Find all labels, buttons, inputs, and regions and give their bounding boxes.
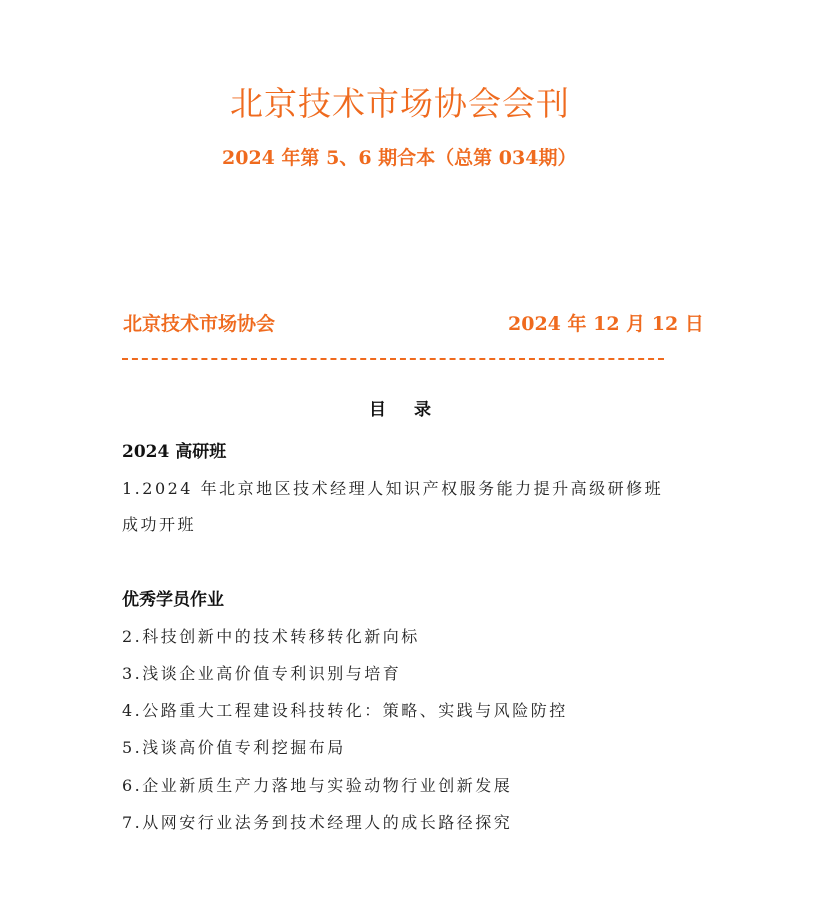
issue-subtitle: 2024 年第 5、6 期合本（总第 034期）	[222, 147, 577, 169]
toc-item-5[interactable]: 5.浅谈高价值专利挖掘布局	[122, 738, 346, 757]
toc-item-7[interactable]: 7.从网安行业法务到技术经理人的成长路径探究	[122, 813, 513, 832]
toc-item-1-line1[interactable]: 1.2024 年北京地区技术经理人知识产权服务能力提升高级研修班	[122, 479, 664, 498]
publisher-name: 北京技术市场协会	[123, 313, 276, 335]
toc-item-3[interactable]: 3.浅谈企业高价值专利识别与培育	[122, 664, 402, 683]
toc-title: 目录	[369, 400, 459, 420]
publish-date: 2024 年 12 月 12 日	[508, 313, 704, 335]
section-title-seminar: 2024 高研班	[122, 442, 227, 462]
toc-item-6[interactable]: 6.企业新质生产力落地与实验动物行业创新发展	[122, 776, 513, 795]
section-title-student-work: 优秀学员作业	[122, 590, 224, 610]
header-divider	[122, 358, 664, 360]
journal-title: 北京技术市场协会会刊	[230, 84, 570, 123]
toc-item-2[interactable]: 2.科技创新中的技术转移转化新向标	[122, 627, 420, 646]
toc-item-4[interactable]: 4.公路重大工程建设科技转化：策略、实践与风险防控	[122, 701, 568, 720]
toc-item-1-line2[interactable]: 成功开班	[122, 515, 197, 534]
